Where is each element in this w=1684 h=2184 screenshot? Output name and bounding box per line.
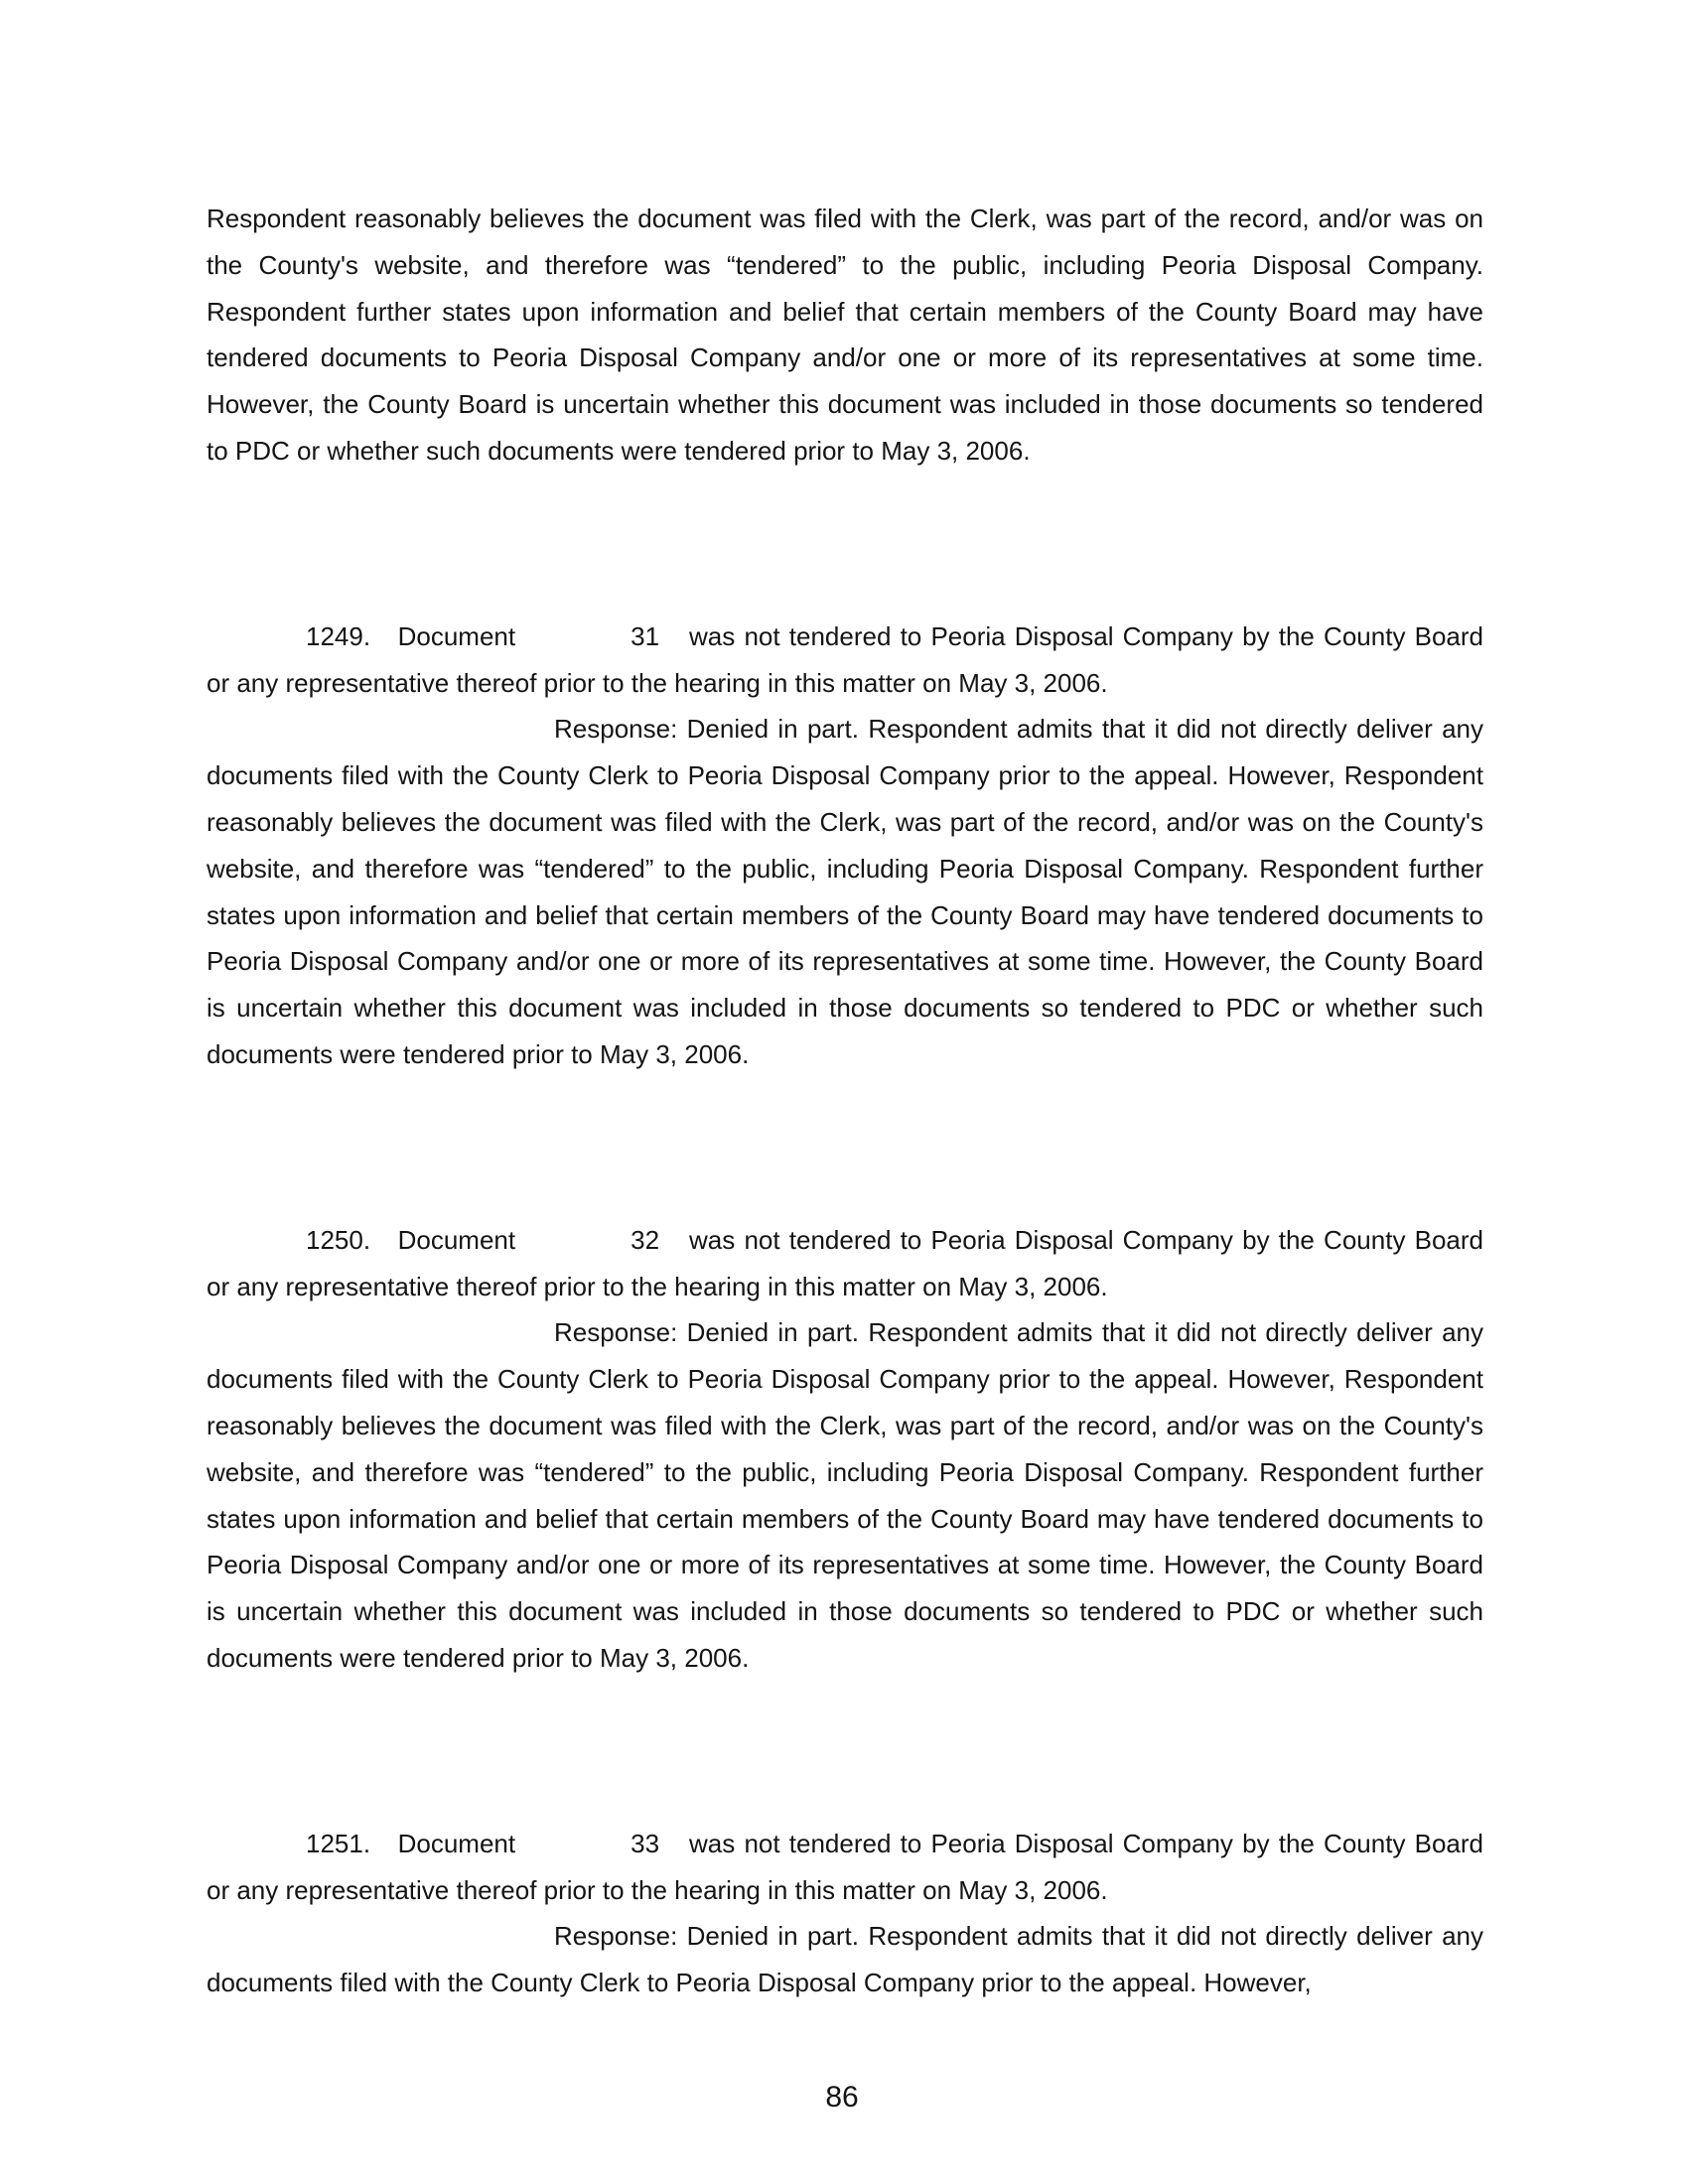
paragraph-gap	[207, 1078, 1483, 1217]
document-label: Document	[397, 1224, 516, 1255]
document-number: 33	[631, 1828, 660, 1858]
paragraph-statement	[207, 614, 1483, 707]
paragraph-statement	[207, 1217, 1483, 1310]
paragraph-gap	[207, 1682, 1483, 1821]
document-body	[207, 196, 1483, 2006]
paragraph-gap	[207, 475, 1483, 614]
document-label: Document	[397, 1828, 516, 1858]
paragraph-number: 1251.	[306, 1828, 371, 1858]
numbered-paragraph	[207, 1821, 1483, 2006]
statement-text: was not tendered to Peoria Disposal Company by the County Board or any representative thereof prior to the hearing in this matter on May 3, 2006.	[207, 1828, 1483, 1905]
paragraph-number: 1250.	[306, 1224, 371, 1255]
statement-text: was not tendered to Peoria Disposal Company by the County Board or any representative thereof prior to the hearing in this matter on May 3, 2006.	[207, 620, 1483, 698]
numbered-paragraph	[207, 1217, 1483, 1682]
paragraph-number: 1249.	[306, 620, 371, 651]
document-label: Document	[397, 620, 516, 651]
response-text: Response: Denied in part. Respondent admits that it did not directly deliver any documents filed with the County Clerk to Peoria Disposal Company prior to the appeal. However, Respondent reasonably believes the document was filed with the Clerk, was part of the record, and/or was on the County's website, and therefore was “tendered” to the public, including Peoria Disposal Company. Respondent further states upon information and belief that certain members of the County Board may have tendered documents to Peoria Disposal Company and/or one or more of its representatives at some time. However, the County Board is uncertain whether this document was included in those documents so tendered to PDC or whether such documents were tendered prior to May 3, 2006.	[207, 1317, 1483, 1673]
response-text: Response: Denied in part. Respondent admits that it did not directly deliver any documents filed with the County Clerk to Peoria Disposal Company prior to the appeal. However,	[207, 1921, 1483, 1998]
statement-text: was not tendered to Peoria Disposal Company by the County Board or any representative thereof prior to the hearing in this matter on May 3, 2006.	[207, 1224, 1483, 1301]
document-number: 32	[631, 1224, 660, 1255]
response-text: Response: Denied in part. Respondent admits that it did not directly deliver any documents filed with the County Clerk to Peoria Disposal Company prior to the appeal. However, Respondent reasonably believes the document was filed with the Clerk, was part of the record, and/or was on the County's website, and therefore was “tendered” to the public, including Peoria Disposal Company. Respondent further states upon information and belief that certain members of the County Board may have tendered documents to Peoria Disposal Company and/or one or more of its representatives at some time. However, the County Board is uncertain whether this document was included in those documents so tendered to PDC or whether such documents were tendered prior to May 3, 2006.	[207, 714, 1483, 1069]
numbered-paragraph	[207, 614, 1483, 1078]
document-number: 31	[631, 620, 660, 651]
page-number: 86	[825, 2081, 859, 2114]
paragraph-statement	[207, 1821, 1483, 1914]
continued-response-text: Respondent reasonably believes the document was filed with the Clerk, was part of the record, and/or was on the County's website, and therefore was “tendered” to the public, including Peoria Disposal Company. Respondent further states upon information and belief that certain members of the County Board may have tendered documents to Peoria Disposal Company and/or one or more of its representatives at some time. However, the County Board is uncertain whether this document was included in those documents so tendered to PDC or whether such documents were tendered prior to May 3, 2006.	[207, 204, 1483, 466]
